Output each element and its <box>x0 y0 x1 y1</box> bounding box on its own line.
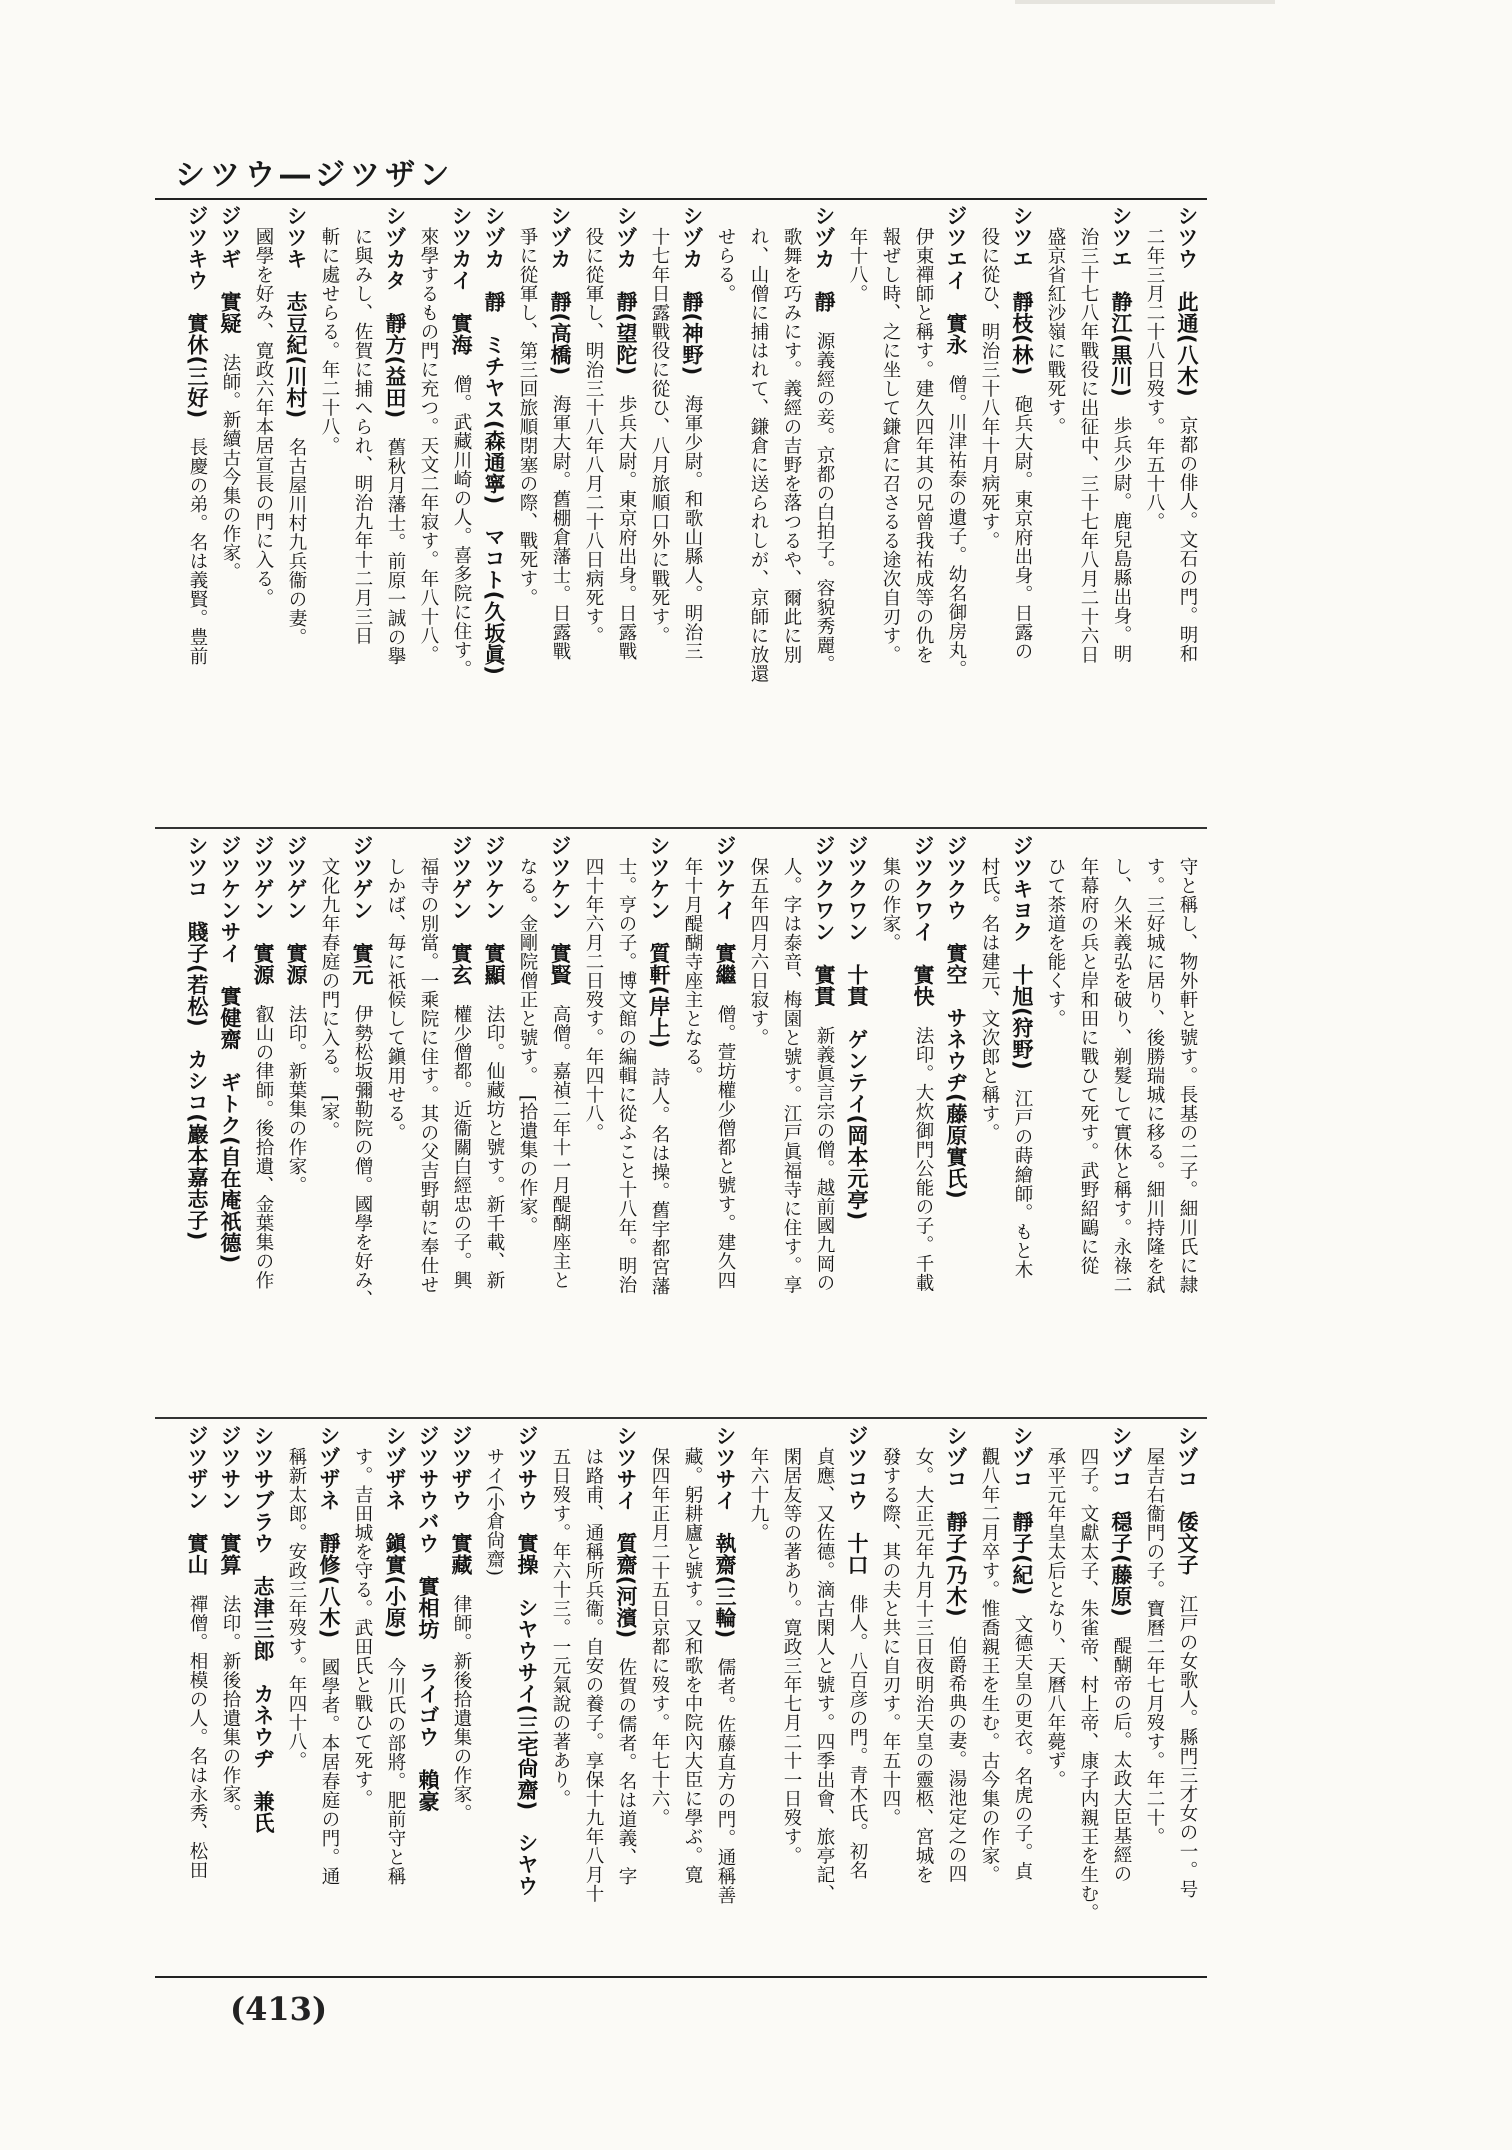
text-column <box>179 205 212 820</box>
entry-text: 報ぜし時、之に坐して鎌倉に召さるる途次自刃す。 <box>880 227 901 665</box>
text-column <box>641 835 674 1410</box>
text-column <box>575 1425 608 1965</box>
text-column <box>377 835 410 1410</box>
text-column <box>905 835 938 1410</box>
entry-heading: ジツキヨク 十旭(狩野) <box>1010 835 1034 1071</box>
entry-text: 法師。新續古今集の作家。 <box>220 353 241 581</box>
entry-text: 屋吉右衞門の子。寶曆二年七月歿す。年二十。 <box>1144 1447 1165 1847</box>
entry-heading: ジツケンサイ 實健齋 ギトク(自在庵祇德) <box>218 835 242 1264</box>
entry-heading: ジツケイ 實繼 <box>713 835 737 986</box>
entry-text: 名古屋川村九兵衞の妻。 <box>286 437 307 647</box>
entry-text: 國學を好み、寛政六年本居宣長の門に入る。 <box>253 227 274 608</box>
entry-heading: シツコ 賤子(若松) カシコ(巖本嘉志子) <box>185 835 209 1241</box>
entry-text: 十七年日露戰役に從ひ、八月旅順口外に戰死す。 <box>649 227 670 646</box>
upper-section <box>160 205 1202 820</box>
entry-heading: ジツクウ 實空 サネウヂ(藤原實氏) <box>944 835 968 1200</box>
entry-text: 年幕府の兵と岸和田に戰ひて死す。武野紹鷗に從 <box>1078 857 1099 1276</box>
entry-text: 保四年正月二十五日京都に歿す。年七十六。 <box>649 1447 670 1828</box>
section-divider-2 <box>155 1417 1207 1419</box>
text-column <box>839 205 872 820</box>
entry-text: 權少僧都。近衞關白經忠の子。興 <box>451 1004 472 1290</box>
entry-heading: シツカイ 實海 <box>449 205 473 356</box>
entry-text: 新義眞言宗の僧。越前國九岡の <box>814 1026 835 1292</box>
text-column <box>806 835 839 1410</box>
entry-heading: ジツゲン 實元 <box>350 835 374 986</box>
entry-heading: シツエ 静江(黒川) <box>1109 205 1133 398</box>
entry-heading: ジツサウ 實操 シヤウサイ(三宅尙齋) シヤウ <box>515 1425 539 1897</box>
text-column <box>773 205 806 820</box>
text-column <box>938 205 971 820</box>
entry-heading: ジツクワン 十貫 ゲンテイ(岡本元亭) <box>845 835 869 1221</box>
entry-text: せらる。 <box>715 227 736 304</box>
text-column <box>1103 1425 1136 1965</box>
text-column <box>1004 835 1037 1410</box>
entry-text: 舊秋月藩士。前原一誠の擧 <box>385 437 406 666</box>
text-column <box>608 835 641 1410</box>
text-column <box>410 835 443 1410</box>
text-column <box>311 1425 344 1965</box>
text-column <box>641 1425 674 1965</box>
entry-text: 爭に從軍し、第三回旅順閉塞の際、戰死す。 <box>517 227 538 608</box>
text-column <box>740 835 773 1410</box>
entry-text: 守と稱し、物外軒と號す。長基の二子。細川氏に隷 <box>1177 857 1198 1295</box>
entry-heading: シヅカ 靜(神野) <box>680 205 704 376</box>
text-column <box>1136 835 1169 1410</box>
entry-heading: シツサイ 執齋(三輪) <box>713 1425 737 1639</box>
entry-text: 治三十七八年戰役に出征中、三十七年八月二十六日 <box>1078 227 1099 665</box>
text-column <box>707 1425 740 1965</box>
entry-text: 京都の俳人。文石の門。明和 <box>1177 416 1198 664</box>
text-column <box>1004 1425 1037 1965</box>
entry-heading: シツサブラウ 志津三郎 カネウヂ 兼氏 <box>251 1425 275 1834</box>
text-column <box>674 205 707 820</box>
text-column <box>971 205 1004 820</box>
entry-heading: ジツザン 實山 <box>185 1425 209 1576</box>
entry-text: 承平元年皇太后となり、天曆八年薨ず。 <box>1045 1447 1066 1790</box>
text-column <box>971 1425 1004 1965</box>
entry-text: 役に從軍し、明治三十八年八月二十八日病死す。 <box>583 227 604 646</box>
entry-text: 五日歿す。年六十三。一元氣說の著あり。 <box>550 1447 571 1809</box>
text-column <box>938 835 971 1410</box>
entry-heading: ジツケン 實顯 <box>482 835 506 986</box>
entry-text: 四十年六月二日歿す。年四十八。 <box>583 857 604 1143</box>
entry-heading: ジツクワイ 實快 <box>911 835 935 1007</box>
entry-text: サイ(小倉尙齋) <box>484 1447 505 1577</box>
entry-text: 叡山の律師。後拾遺、金葉集の作 <box>253 1004 274 1290</box>
entry-heading: シヅカタ 靜方(益田) <box>383 205 407 419</box>
entry-heading: シツケン 質軒(岸上) <box>647 835 671 1049</box>
entry-text: は路甫、通稱所兵衞。自安の養子。享保十九年八月十 <box>583 1447 604 1904</box>
text-column <box>443 205 476 820</box>
entry-heading: ジツエイ 實永 <box>944 205 968 356</box>
entry-heading: シツエ 靜枝(林) <box>1010 205 1034 376</box>
entry-text: 四子。文獻太子、朱雀帝、村上帝、康子内親王を生む。 <box>1078 1447 1099 1923</box>
text-column <box>641 205 674 820</box>
text-column <box>278 835 311 1410</box>
entry-heading: シヅカ 靜 ミチヤス(森通寧) マコト(久坂眞) <box>482 205 506 676</box>
entry-text: 醍醐帝の后。太政大臣基經の <box>1111 1636 1132 1884</box>
entry-text: 年十八。 <box>847 227 868 304</box>
text-column <box>674 1425 707 1965</box>
entry-heading: ジツザウ 實藏 <box>449 1425 473 1576</box>
text-column <box>1037 1425 1070 1965</box>
middle-section <box>160 835 1202 1410</box>
entry-heading: シツキ 志豆紀(川村) <box>284 205 308 419</box>
entry-text: 僧。萱坊權少僧都と號す。建久四 <box>715 1004 736 1290</box>
text-column <box>608 1425 641 1965</box>
entry-text: 文化九年春庭の門に入る。 [家。 <box>319 857 340 1141</box>
entry-heading: ジツケン 實賢 <box>548 835 572 986</box>
text-column <box>344 205 377 820</box>
entry-heading: ジツキウ 實休(三好) <box>185 205 209 419</box>
entry-text: 海軍大尉。舊棚倉藩士。日露戰 <box>550 394 571 661</box>
text-column <box>905 1425 938 1965</box>
entry-text: し、久米義弘を破り、剃髮して實休と稱す。永祿二 <box>1111 857 1132 1295</box>
entry-text: 伊東禪師と稱す。建久四年其の兄曾我祐成等の仇を <box>913 227 934 665</box>
entry-text: 人。字は泰音、梅園と號す。江戸眞福寺に住す。享 <box>781 857 802 1295</box>
scan-edge-mark <box>1015 0 1275 4</box>
text-column <box>509 1425 542 1965</box>
text-column <box>1169 1425 1202 1965</box>
text-column <box>476 835 509 1410</box>
text-column <box>905 205 938 820</box>
entry-text: 佐賀の儒者。名は道義、字 <box>616 1657 637 1886</box>
entry-text: 福寺の別當。一乘院に住す。其の父吉野朝に奉仕せ <box>418 857 439 1295</box>
entry-text: 律師。新後拾遺集の作家。 <box>451 1594 472 1823</box>
text-column <box>674 835 707 1410</box>
text-column <box>872 1425 905 1965</box>
entry-heading: シヅカ 靜 <box>812 205 836 313</box>
running-header: シツウ―ジツザン <box>175 158 455 193</box>
entry-text: 貞應、又佐德。滴古閑人と號す。四季出會、旅亭記、 <box>814 1447 835 1904</box>
text-column <box>773 1425 806 1965</box>
text-column <box>212 1425 245 1965</box>
entry-text: 今川氏の部將。肥前守と稱 <box>385 1657 406 1886</box>
text-column <box>1136 205 1169 820</box>
text-column <box>245 205 278 820</box>
section-divider-1 <box>155 827 1207 829</box>
text-column <box>443 835 476 1410</box>
entry-text: 江戸の女歌人。縣門三才女の一。号 <box>1177 1594 1198 1899</box>
entry-text: す。吉田城を守る。武田氏と戰ひて死す。 <box>352 1447 373 1809</box>
entry-text: 伊勢松坂彌勒院の僧。國學を好み、 <box>352 1004 373 1309</box>
entry-text: 女。大正元年九月十三日夜明治天皇の靈柩、宮城を <box>913 1447 934 1885</box>
text-column <box>410 205 443 820</box>
entry-text: 歩兵大尉。東京府出身。日露戰 <box>616 394 637 661</box>
text-column <box>1169 835 1202 1410</box>
entry-heading: ジツギ 實疑 <box>218 205 242 334</box>
text-column <box>542 205 575 820</box>
text-column <box>179 835 212 1410</box>
text-column <box>212 205 245 820</box>
text-column <box>1070 205 1103 820</box>
text-column <box>1103 205 1136 820</box>
entry-text: 高僧。嘉禎二年十一月醍醐座主と <box>550 1004 571 1290</box>
text-column <box>1037 205 1070 820</box>
entry-heading: ジツコウ 十口 <box>845 1425 869 1576</box>
entry-text: 來學するもの門に充つ。天文二年寂す。年八十八。 <box>418 227 439 665</box>
text-column <box>575 205 608 820</box>
entry-heading: ジツゲン 實源 <box>284 835 308 986</box>
text-column <box>179 1425 212 1965</box>
entry-text: 俳人。八百彦の門。青木氏。初名 <box>847 1594 868 1880</box>
entry-text: 役に從ひ、明治三十八年十月病死す。 <box>979 227 1000 551</box>
entry-heading: シヅコ 倭文子 <box>1175 1425 1199 1576</box>
text-column <box>245 835 278 1410</box>
page-number: (413) <box>230 1990 328 2028</box>
entry-text: 海軍少尉。和歌山縣人。明治三 <box>682 394 703 661</box>
entry-text: 僧。川津祐泰の遺子。幼名御房丸。 <box>946 374 967 679</box>
text-column <box>1037 835 1070 1410</box>
text-column <box>1004 205 1037 820</box>
text-column <box>839 1425 872 1965</box>
text-column <box>542 1425 575 1965</box>
text-column <box>509 835 542 1410</box>
entry-text: れ、山僧に捕はれて、鎌倉に送られしが、京師に放還 <box>748 227 769 684</box>
entry-text: 歩兵少尉。鹿兒島縣出身。明 <box>1111 416 1132 664</box>
entry-text: 伯爵希典の妻。湯池定之の四 <box>946 1636 967 1884</box>
text-column <box>872 835 905 1410</box>
text-column <box>806 1425 839 1965</box>
entry-text: 禪僧。相模の人。名は永秀、松田 <box>187 1594 208 1880</box>
entry-text: 年十月醍醐寺座主となる。 <box>682 857 703 1086</box>
entry-text: 閑居友等の著あり。寛政三年七月二十一日歿す。 <box>781 1447 802 1866</box>
text-column <box>509 205 542 820</box>
text-column <box>1136 1425 1169 1965</box>
text-column <box>971 835 1004 1410</box>
entry-text: 集の作家。 <box>880 857 901 953</box>
text-column <box>410 1425 443 1965</box>
entry-heading: シヅザネ 鎭實(小原) <box>383 1425 407 1639</box>
text-column <box>740 1425 773 1965</box>
text-column <box>344 1425 377 1965</box>
text-column <box>278 1425 311 1965</box>
entry-text: 文德天皇の更衣。名虎の子。貞 <box>1012 1614 1033 1881</box>
entry-text: 源義經の妾。京都の白拍子。容貌秀麗。 <box>814 331 835 674</box>
text-column <box>707 205 740 820</box>
text-column <box>443 1425 476 1965</box>
text-column <box>542 835 575 1410</box>
text-column <box>476 205 509 820</box>
entry-text: 長慶の弟。名は義賢。豊前 <box>187 437 208 666</box>
entry-text: しかば、毎に祇候して鎭用せる。 <box>385 857 406 1143</box>
text-column <box>740 205 773 820</box>
entry-heading: シヅコ 靜子(乃木) <box>944 1425 968 1618</box>
text-column <box>1070 835 1103 1410</box>
entry-text: 法印。新後拾遺集の作家。 <box>220 1594 241 1823</box>
entry-heading: ジツゲン 實玄 <box>449 835 473 986</box>
entry-heading: ジツゲン 實源 <box>251 835 275 986</box>
text-column <box>575 835 608 1410</box>
entry-heading: シツサイ 質齋(河濱) <box>614 1425 638 1639</box>
text-column <box>839 835 872 1410</box>
text-column <box>608 205 641 820</box>
text-column <box>1103 835 1136 1410</box>
entry-text: に與みし、佐賀に捕へられ、明治九年十二月三日 <box>352 227 373 646</box>
text-column <box>872 205 905 820</box>
entry-text: 江戸の蒔繪師。もと木 <box>1012 1089 1033 1280</box>
text-column <box>1169 205 1202 820</box>
entry-heading: ジツサウバウ 實相坊 ライゴウ 賴豪 <box>416 1425 440 1812</box>
text-column <box>311 205 344 820</box>
entry-heading: シツウ 此通(八木) <box>1175 205 1199 398</box>
entry-text: 盛京省紅沙嶺に戰死す。 <box>1045 227 1066 437</box>
text-column <box>377 205 410 820</box>
entry-text: 稱新太郎。安政三年歿す。年四十八。 <box>286 1447 307 1771</box>
entry-text: 法印。大炊御門公能の子。千載 <box>913 1026 934 1292</box>
entry-text: 儒者。佐藤直方の門。通稱善 <box>715 1657 736 1905</box>
entry-heading: ジツクワン 實貫 <box>812 835 836 1007</box>
entry-heading: シヅコ 穏子(藤原) <box>1109 1425 1133 1618</box>
text-column <box>773 835 806 1410</box>
entry-text: 觀八年二月卒す。惟喬親王を生む。古今集の作家。 <box>979 1447 1000 1885</box>
entry-text: す。三好城に居り、後勝瑞城に移る。細川持隆を弑 <box>1144 857 1165 1295</box>
entry-heading: ジツサン 實算 <box>218 1425 242 1576</box>
entry-text: 歌舞を巧みにす。義經の吉野を落つるや、爾此に別 <box>781 227 802 665</box>
entry-heading: シヅカ 靜(高橋) <box>548 205 572 376</box>
entry-text: 村氏。名は建元、文次郎と稱す。 <box>979 857 1000 1143</box>
entry-text: 斬に處せらる。年二十八。 <box>319 227 340 456</box>
entry-heading: シヅカ 靜(望陀) <box>614 205 638 376</box>
lower-section <box>160 1425 1202 1965</box>
text-column <box>707 835 740 1410</box>
text-column <box>1070 1425 1103 1965</box>
text-column <box>344 835 377 1410</box>
entry-text: 詩人。名は操。舊宇都宮藩 <box>649 1067 670 1296</box>
text-column <box>212 835 245 1410</box>
entry-heading: シヅザネ 靜修(八木) <box>317 1425 341 1639</box>
entry-text: 年六十九。 <box>748 1447 769 1543</box>
entry-text: 砲兵大尉。東京府出身。日露の <box>1012 394 1033 661</box>
entry-text: 士。亨の子。博文館の編輯に從ふこと十八年。明治 <box>616 857 637 1295</box>
entry-text: ひて茶道を能くす。 <box>1045 857 1066 1029</box>
entry-text: 發する際、其の夫と共に自刃す。年五十四。 <box>880 1447 901 1828</box>
entry-text: 保五年四月六日寂す。 <box>748 857 769 1048</box>
entry-text: 二年三月二十八日歿す。年五十八。 <box>1144 227 1165 532</box>
text-column <box>938 1425 971 1965</box>
entry-text: なる。金剛院僧正と號す。 [拾遺集の作家。 <box>517 857 538 1236</box>
entry-text: 僧。武藏川崎の人。喜多院に住す。 <box>451 374 472 679</box>
entry-text: 國學者。本居春庭の門。通 <box>319 1657 340 1886</box>
entry-text: 藏。躬耕廬と號す。又和歌を中院內大臣に學ぶ。寛 <box>682 1447 703 1885</box>
text-column <box>377 1425 410 1965</box>
text-column <box>245 1425 278 1965</box>
text-column <box>806 205 839 820</box>
entry-heading: シヅコ 靜子(紀) <box>1010 1425 1034 1596</box>
text-column <box>476 1425 509 1965</box>
text-column <box>278 205 311 820</box>
entry-text: 法印。新葉集の作家。 <box>286 1004 307 1195</box>
text-column <box>311 835 344 1410</box>
entry-text: 法印。仙藏坊と號す。新千載、新 <box>484 1004 505 1290</box>
